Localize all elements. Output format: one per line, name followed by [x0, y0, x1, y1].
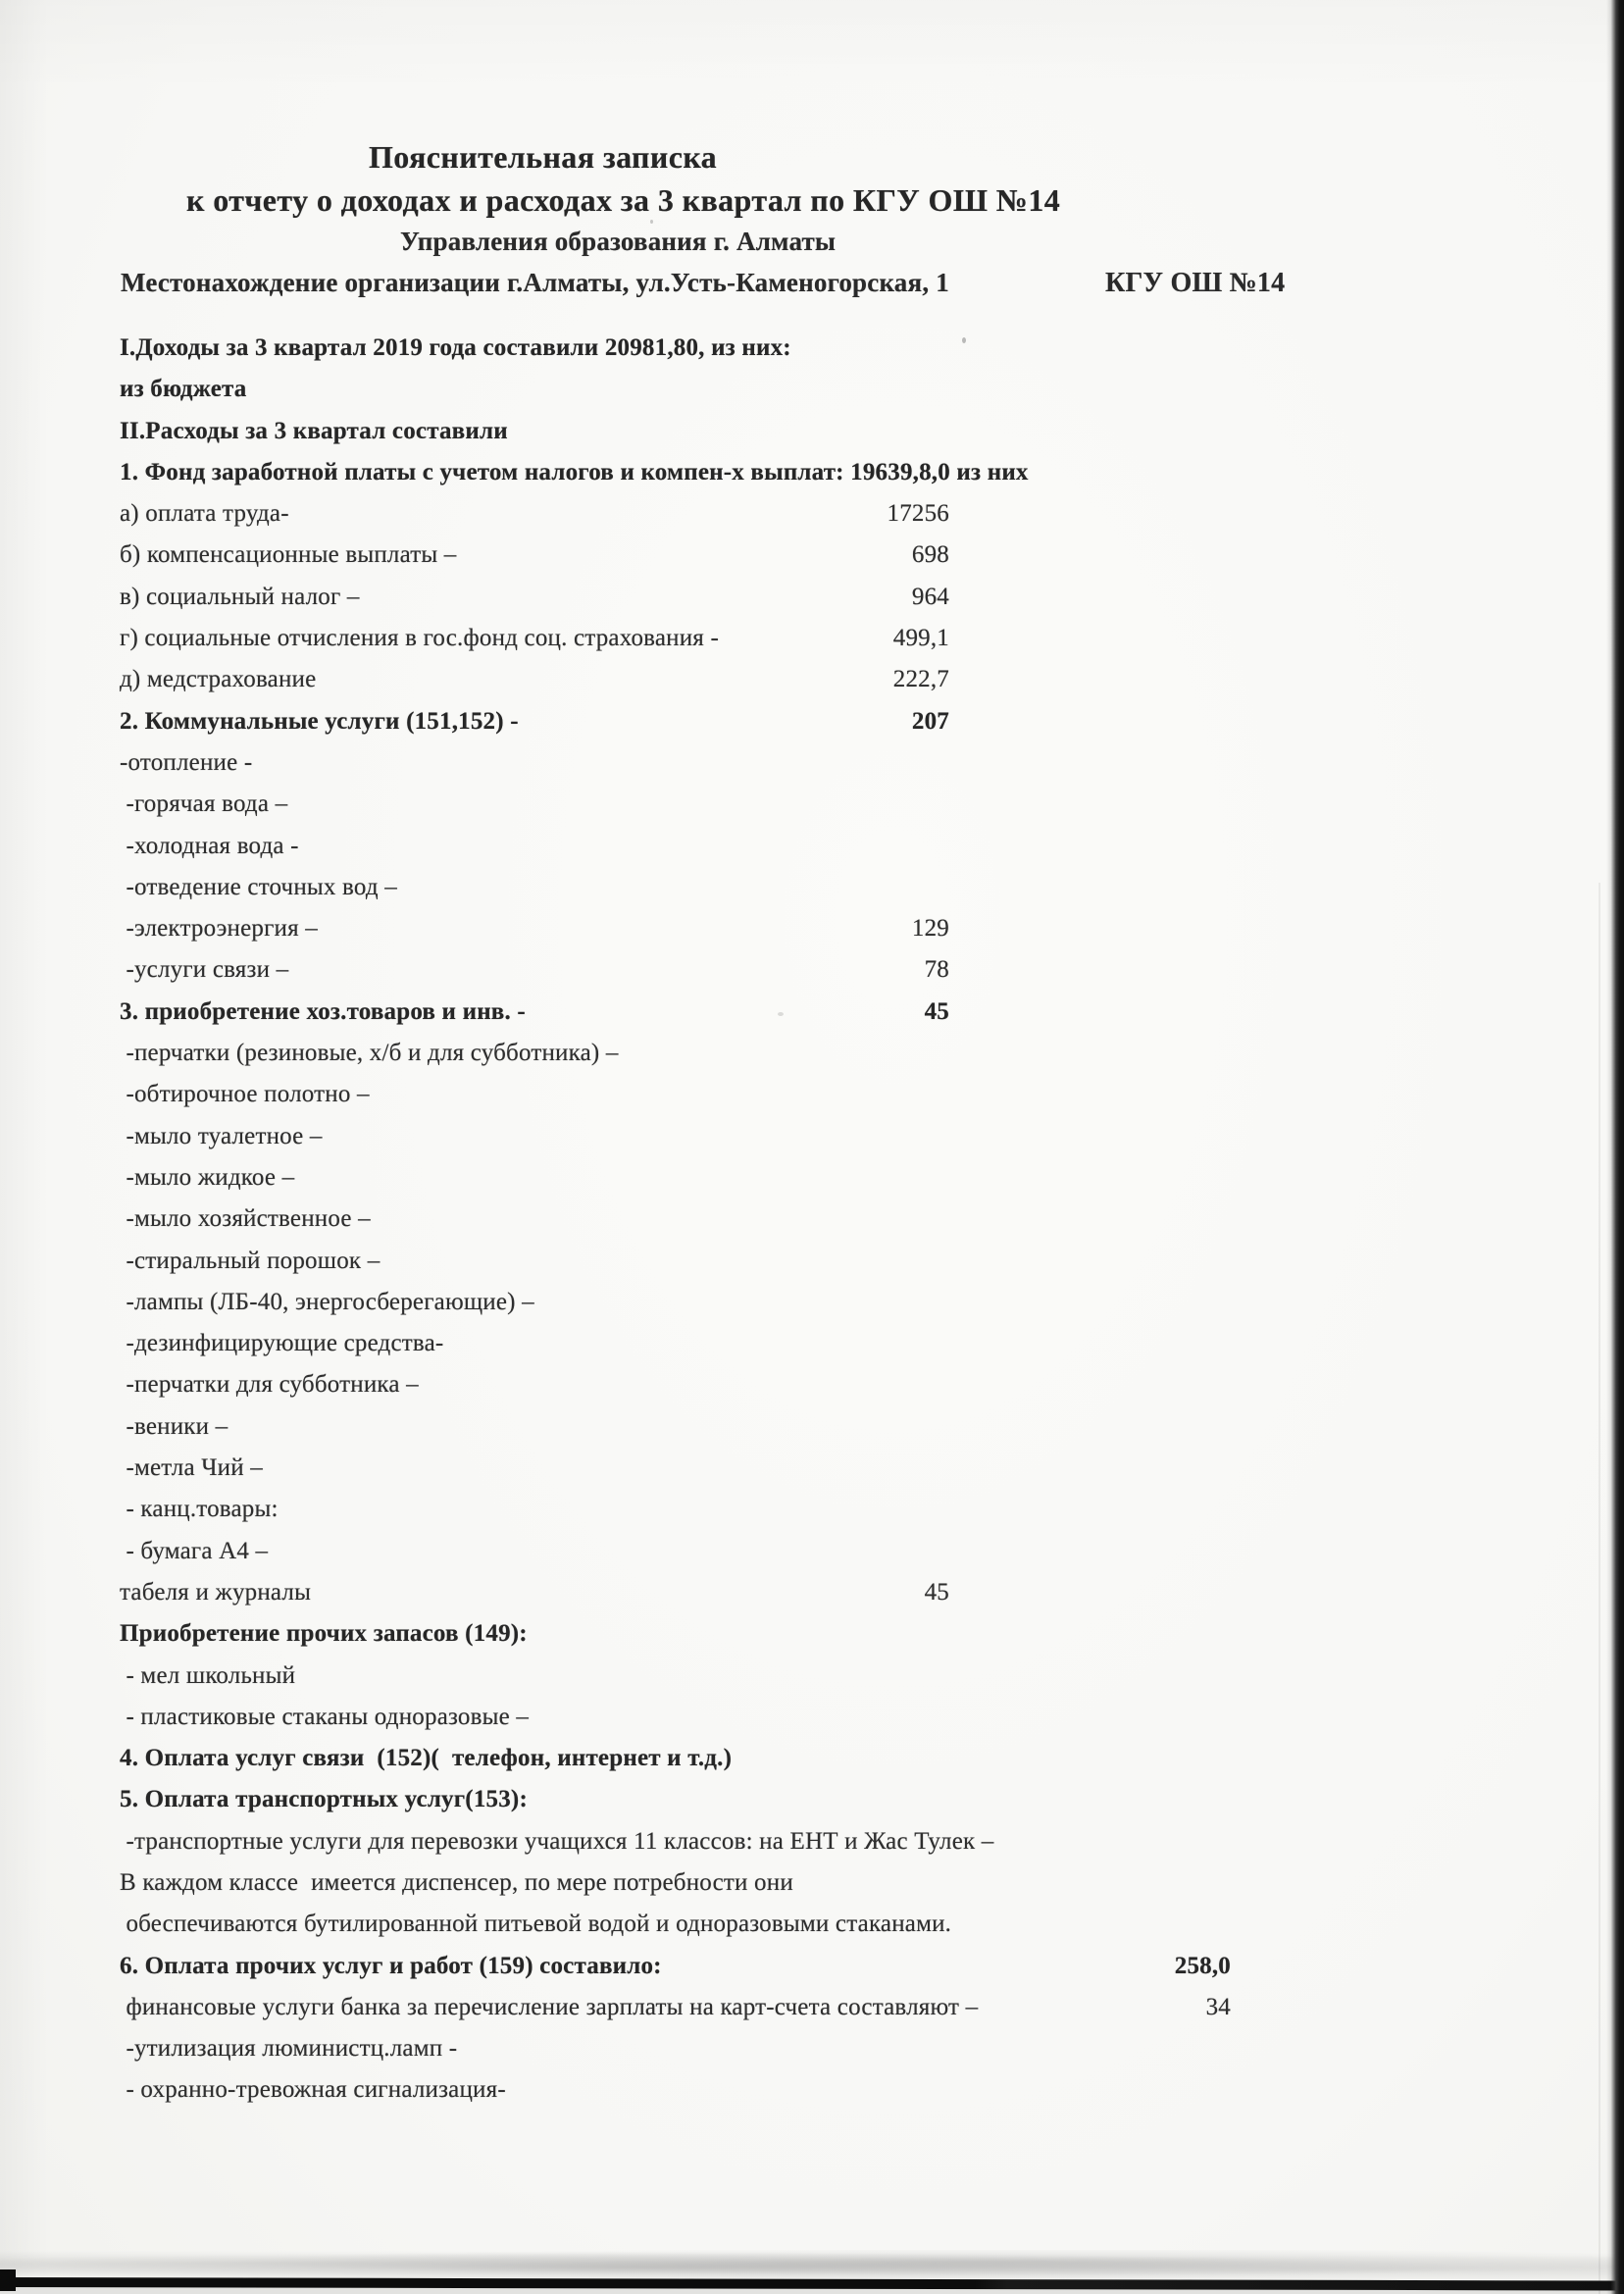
line-text: 3. приобретение хоз.товаров и инв. -: [120, 997, 526, 1025]
report-line: [120, 1946, 1336, 1987]
report-line: [120, 535, 1336, 576]
line-text: табеля и журналы: [120, 1578, 312, 1606]
line-text: - бумага А4 –: [120, 1537, 269, 1564]
line-text: финансовые услуги банка за перечисление зарплаты на карт-счета составляют –: [120, 1993, 979, 2020]
line-text: -транспортные услуги для перевозки учащихся 11 классов: на ЕНТ и Жас Тулек –: [120, 1827, 994, 1855]
line-text: -обтирочное полотно –: [120, 1081, 370, 1108]
line-value: 129: [911, 915, 949, 943]
line-text: - охранно-тревожная сигнализация-: [120, 2076, 506, 2104]
line-value-far: 34: [1205, 1993, 1231, 2020]
report-line: [120, 1779, 1336, 1820]
report-line: [120, 701, 1336, 742]
report-line: [120, 1033, 1336, 1074]
line-text: Приобретение прочих запасов (149):: [120, 1620, 528, 1648]
report-line: [120, 908, 1336, 949]
line-text: -услуги связи –: [120, 956, 289, 984]
line-text: В каждом классе имеется диспенсер, по мере потребности они: [120, 1868, 793, 1896]
line-value: 207: [911, 707, 949, 735]
report-line: [120, 2028, 1336, 2069]
report-line: [120, 1531, 1336, 1572]
report-line: [120, 2069, 1336, 2111]
line-value: 499,1: [892, 625, 949, 652]
line-text: а) оплата труда-: [120, 500, 289, 528]
report-line: [120, 618, 1336, 659]
line-text: -перчатки для субботника –: [120, 1371, 419, 1399]
report-line: [120, 411, 1336, 452]
report-line: [120, 742, 1336, 784]
report-line: [120, 1656, 1336, 1697]
line-text: -горячая вода –: [120, 790, 288, 818]
line-value-far: 258,0: [1174, 1952, 1231, 1979]
line-value: 45: [924, 1578, 949, 1606]
doc-department: Управления образования г. Алматы: [400, 227, 837, 256]
report-line: [120, 1198, 1336, 1240]
scan-speck: [778, 1012, 784, 1016]
report-line: [120, 1987, 1336, 2028]
scanner-edge-shadow: [1599, 883, 1600, 2294]
report-line: [120, 452, 1336, 493]
line-text: -утилизация люминистц.ламп -: [120, 2035, 458, 2063]
report-lines: [120, 328, 1336, 2112]
page-bottom-noise: [0, 2250, 1624, 2279]
line-text: -отведение сточных вод –: [120, 873, 397, 900]
report-line: [120, 369, 1336, 410]
line-text: 2. Коммунальные услуги (151,152) -: [120, 707, 519, 735]
report-line: [120, 1904, 1336, 1945]
report-line: [120, 1406, 1336, 1448]
doc-location-line: Местонахождение организации г.Алматы, ул.Усть-Каменогорская, 1: [121, 268, 949, 297]
report-line: [120, 1489, 1336, 1530]
line-text: - мел школьный: [120, 1661, 296, 1689]
report-line: [120, 659, 1336, 700]
line-text: - пластиковые стаканы одноразовые –: [120, 1703, 530, 1730]
report-line: [120, 1241, 1336, 1282]
line-text: -мыло туалетное –: [120, 1122, 323, 1149]
line-value: 17256: [887, 500, 949, 528]
line-text: - канц.товары:: [120, 1496, 279, 1523]
report-line: [120, 949, 1336, 991]
doc-org-code: КГУ ОШ №14: [1105, 268, 1286, 298]
line-text: 1. Фонд заработной платы с учетом налогов и компен-х выплат: 19639,8,0 из них: [120, 458, 1029, 485]
report-line: [120, 1074, 1336, 1115]
line-text: в) социальный налог –: [120, 583, 360, 610]
line-text: -метла Чий –: [120, 1454, 263, 1482]
line-text: 4. Оплата услуг связи (152)( телефон, интернет и т.д.): [120, 1745, 733, 1772]
line-text: 6. Оплата прочих услуг и работ (159) составило:: [120, 1952, 662, 1979]
line-value: 964: [911, 583, 949, 610]
line-text: -электроэнергия –: [120, 915, 318, 943]
report-line: [120, 867, 1336, 908]
doc-title: Пояснительная записка: [369, 139, 718, 175]
report-line: [120, 1697, 1336, 1738]
line-text: б) компенсационные выплаты –: [120, 541, 457, 569]
report-line: [120, 1364, 1336, 1405]
report-line: [120, 1323, 1336, 1364]
report-line: [120, 577, 1336, 618]
report-line: [120, 1116, 1336, 1157]
line-value: 78: [924, 956, 949, 984]
report-line: [120, 1282, 1336, 1323]
line-text: -мыло жидкое –: [120, 1163, 295, 1191]
line-value: 45: [924, 997, 949, 1025]
line-value: 222,7: [892, 666, 949, 693]
line-text: -стиральный порошок –: [120, 1247, 381, 1274]
report-line: [120, 1448, 1336, 1489]
line-text: обеспечиваются бутилированной питьевой водой и одноразовыми стаканами.: [120, 1911, 952, 1938]
report-line: [120, 1821, 1336, 1862]
doc-subtitle: к отчету о доходах и расходах за 3 квартал по КГУ ОШ №14: [186, 182, 1061, 218]
scanner-edge-right: [1606, 0, 1624, 2294]
line-text: II.Расходы за 3 квартал составили: [120, 417, 508, 444]
report-line: [120, 826, 1336, 867]
line-value: 698: [911, 541, 949, 569]
report-line: [120, 328, 1336, 369]
scan-speck: [962, 337, 966, 343]
line-text: г) социальные отчисления в гос.фонд соц. страхования -: [120, 625, 719, 652]
line-text: 5. Оплата транспортных услуг(153):: [120, 1786, 528, 1813]
scan-speck: [650, 220, 653, 224]
report-line: [120, 1738, 1336, 1779]
report-line: [120, 1613, 1336, 1655]
report-line: [120, 493, 1336, 535]
line-text: -лампы (ЛБ-40, энергосберегающие) –: [120, 1288, 534, 1315]
report-line: [120, 1572, 1336, 1613]
report-line: [120, 1157, 1336, 1198]
line-text: д) медстрахование: [120, 666, 317, 693]
report-line: [120, 992, 1336, 1033]
report-line: [120, 1862, 1336, 1904]
line-text: I.Доходы за 3 квартал 2019 года составили 20981,80, из них:: [120, 334, 791, 361]
line-text: -веники –: [120, 1412, 228, 1440]
line-text: -отопление -: [120, 748, 253, 776]
report-line: [120, 784, 1336, 825]
page-bottom-notch: [0, 2269, 16, 2291]
line-text: -мыло хозяйственное –: [120, 1205, 371, 1233]
line-text: -дезинфицирующие средства-: [120, 1330, 444, 1357]
line-text: -холодная вода -: [120, 832, 299, 859]
line-text: из бюджета: [120, 376, 247, 403]
line-text: -перчатки (резиновые, х/б и для субботника) –: [120, 1040, 619, 1067]
